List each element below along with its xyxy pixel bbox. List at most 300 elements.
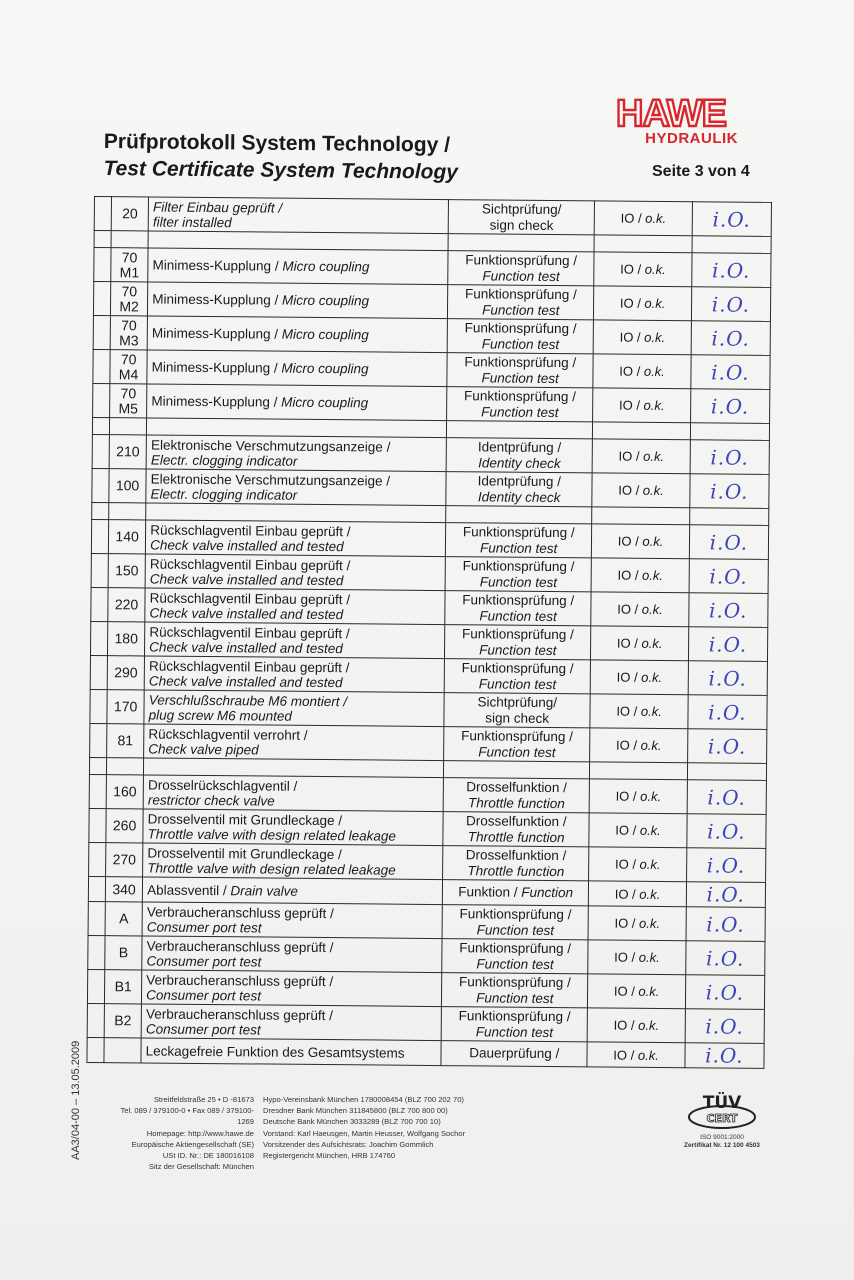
test-method-cell xyxy=(446,438,593,473)
result-io: IO / xyxy=(616,669,642,685)
result-ok: o.k. xyxy=(641,669,663,685)
description-cell xyxy=(145,588,445,625)
empty-cell xyxy=(446,421,593,439)
description-cell xyxy=(141,1038,441,1066)
handwritten-check-cell xyxy=(687,729,767,764)
test-method-german: Funktionsprüfung / xyxy=(461,625,574,642)
description-german: Minimess-Kupplung / xyxy=(152,257,283,274)
result-io: IO / xyxy=(620,210,646,226)
position-cell xyxy=(110,350,147,384)
handwritten-check-mark: i.O. xyxy=(711,359,750,385)
test-method-german: Drosselfunktion / xyxy=(466,778,567,795)
handwritten-check-cell xyxy=(692,202,772,237)
result-cell xyxy=(591,660,689,695)
position-cell xyxy=(108,520,145,554)
test-method-english: Function test xyxy=(476,921,555,938)
result-ok: o.k. xyxy=(644,261,666,277)
description-english: Micro coupling xyxy=(282,292,370,309)
result-io: IO / xyxy=(614,886,640,902)
result-cell xyxy=(588,906,686,941)
handwritten-check-mark: i.O. xyxy=(707,784,746,810)
position-cell xyxy=(104,1004,141,1038)
test-method-german: Identprüfung / xyxy=(477,472,562,489)
test-method-german: Sichtprüfung/ xyxy=(481,200,562,217)
handwritten-check-mark: i.O. xyxy=(705,979,745,1005)
position-cell xyxy=(109,469,146,503)
footer-address-line: Sitz der Gesellschaft: München xyxy=(148,1162,254,1172)
position-cell xyxy=(104,970,141,1004)
description-cell xyxy=(141,1004,441,1041)
test-method-english: Function test xyxy=(481,369,559,386)
position-suffix: M5 xyxy=(118,399,139,416)
footer-bank-info xyxy=(263,1094,563,1161)
test-method-cell xyxy=(447,285,594,320)
position-cell xyxy=(108,588,145,622)
result-io: IO / xyxy=(613,1047,638,1063)
test-method-english: Function test xyxy=(478,743,556,760)
description-cell xyxy=(142,936,442,973)
handwritten-check-mark: i.O. xyxy=(707,818,746,844)
footer-address-line: Europäische Aktiengesellschaft (SE) xyxy=(131,1139,254,1149)
description-german: Verbraucheranschluss geprüft / xyxy=(146,971,334,989)
handwritten-check-cell xyxy=(691,321,771,356)
test-method-cell xyxy=(441,973,588,1008)
row-margin-cell xyxy=(88,935,105,969)
result-cell xyxy=(592,524,690,559)
position-number: 140 xyxy=(115,528,139,545)
test-method-english: sign check xyxy=(485,709,550,726)
test-method-english: Throttle function xyxy=(467,794,565,811)
result-cell xyxy=(588,940,686,975)
position-number: 70 xyxy=(121,316,137,333)
result-ok: o.k. xyxy=(640,703,662,719)
handwritten-check-mark: i.O. xyxy=(708,699,747,725)
result-cell xyxy=(591,626,689,661)
result-io: IO / xyxy=(615,737,641,753)
result-cell xyxy=(594,320,692,355)
result-io: IO / xyxy=(620,261,645,277)
test-method-cell xyxy=(447,387,594,422)
test-method-german: Drosselfunktion / xyxy=(465,812,567,829)
position-suffix: M3 xyxy=(119,331,139,348)
handwritten-check-cell xyxy=(685,975,765,1010)
handwritten-check-mark: i.O. xyxy=(706,911,745,937)
handwritten-check-mark: i.O. xyxy=(710,393,750,419)
row-margin-cell xyxy=(90,689,107,723)
description-german: Rückschlagventil Einbau geprüft / xyxy=(149,590,351,607)
description-english: Electr. clogging indicator xyxy=(150,452,298,469)
description-german: Minimess-Kupplung / xyxy=(151,393,282,410)
row-margin-cell xyxy=(92,434,109,468)
page-number: Seite 3 von 4 xyxy=(652,163,750,180)
description-german: Minimess-Kupplung / xyxy=(151,325,282,342)
row-margin-cell xyxy=(94,197,111,231)
row-margin-cell xyxy=(90,723,107,757)
test-method-english: Function test xyxy=(479,607,557,624)
result-io: IO / xyxy=(619,295,645,311)
empty-cell xyxy=(448,234,595,252)
handwritten-check-mark: i.O. xyxy=(708,665,747,691)
position-cell xyxy=(105,877,142,902)
description-german: Verbraucheranschluss geprüft / xyxy=(146,937,334,955)
position-cell xyxy=(108,554,145,588)
row-margin-cell xyxy=(93,383,110,417)
result-io: IO / xyxy=(617,533,643,549)
footer-bank-line: Hypo-Vereinsbank München 1780008454 (BLZ 700 202 70) xyxy=(263,1095,464,1104)
handwritten-check-mark: i.O. xyxy=(705,1013,744,1039)
footer-bank-line: Registergericht München, HRB 174760 xyxy=(263,1151,396,1161)
handwritten-check-cell xyxy=(688,695,768,730)
logo-subtitle: HYDRAULIK xyxy=(645,130,738,147)
description-english: Check valve installed and tested xyxy=(150,537,344,554)
position-number: B2 xyxy=(114,1012,132,1029)
handwritten-check-cell xyxy=(688,627,768,662)
result-io: IO / xyxy=(617,601,642,617)
description-english: Check valve piped xyxy=(148,740,259,757)
row-margin-cell xyxy=(89,842,106,876)
footer-address-line: Streitfeldstraße 25 • D -81673 xyxy=(153,1095,254,1104)
row-margin-cell xyxy=(90,621,107,655)
description-german: Drosselrückschlagventil / xyxy=(147,776,298,794)
handwritten-check-cell xyxy=(686,882,765,908)
position-number: 150 xyxy=(115,562,139,579)
result-ok: o.k. xyxy=(645,210,667,226)
tuv-cert-icon xyxy=(686,1090,758,1132)
row-margin-cell xyxy=(88,901,105,935)
tuv-iso-line: ISO 9001:2000 xyxy=(700,1134,744,1141)
description-cell xyxy=(144,656,444,693)
result-cell xyxy=(589,847,687,882)
handwritten-check-mark: i.O. xyxy=(708,631,748,657)
svg-text:TÜV: TÜV xyxy=(702,1093,742,1113)
description-cell xyxy=(147,316,447,353)
description-english: Check valve installed and tested xyxy=(149,638,343,656)
tuv-cert-badge xyxy=(676,1090,768,1152)
test-method-english: Function test xyxy=(479,573,558,590)
position-number: B1 xyxy=(114,978,132,995)
position-number: 220 xyxy=(114,596,139,613)
test-method-german: Drosselfunktion / xyxy=(465,846,567,863)
result-io: IO / xyxy=(614,915,640,931)
position-cell xyxy=(111,282,148,316)
test-method-cell xyxy=(447,319,594,354)
test-method-english: Function test xyxy=(476,989,554,1006)
result-ok: o.k. xyxy=(641,635,663,651)
description-german: Elektronische Verschmutzungsanzeige / xyxy=(150,471,391,489)
test-method-cell xyxy=(448,200,595,235)
position-cell xyxy=(106,775,143,809)
result-cell xyxy=(588,1008,686,1043)
test-method-cell xyxy=(444,659,591,694)
description-cell xyxy=(145,554,445,591)
hawe-logo-mark xyxy=(596,94,746,132)
svg-text:HAWE: HAWE xyxy=(616,94,726,132)
test-method-english: Function test xyxy=(482,267,560,284)
position-number: 260 xyxy=(112,817,137,834)
test-method-english: Function test xyxy=(481,335,560,352)
handwritten-check-cell xyxy=(690,440,770,475)
test-method-cell xyxy=(445,557,592,592)
document-code: AA3/04-00 – 13.05.2009 xyxy=(70,1040,82,1160)
description-english: restrictor check valve xyxy=(147,791,275,809)
position-number: 70 xyxy=(120,384,137,401)
description-cell xyxy=(147,350,447,387)
table-row xyxy=(87,1037,764,1068)
description-german: Filter Einbau geprüft / xyxy=(153,199,283,216)
position-number: 340 xyxy=(112,880,136,897)
description-cell xyxy=(142,902,442,939)
test-method-german: Funktionsprüfung / xyxy=(458,973,571,990)
description-cell xyxy=(146,435,446,472)
result-io: IO / xyxy=(619,329,645,345)
test-method-cell xyxy=(441,1007,588,1042)
result-ok: o.k. xyxy=(641,601,663,617)
description-english: Check valve installed and tested xyxy=(149,571,344,588)
test-method-cell xyxy=(442,939,589,974)
handwritten-check-mark: i.O. xyxy=(710,444,749,470)
result-ok: o.k. xyxy=(643,363,665,379)
test-method-english: Function test xyxy=(479,539,558,556)
description-english: Micro coupling xyxy=(282,258,370,275)
test-method-cell xyxy=(447,353,594,388)
description-english: Throttle valve with design related leakage xyxy=(147,859,396,878)
empty-cell xyxy=(89,757,106,774)
svg-text:CERT: CERT xyxy=(706,1112,738,1125)
footer-bank-line: Vorsitzender des Aufsichtsrats: Joachim Gommlich xyxy=(263,1139,434,1149)
result-cell xyxy=(592,558,690,593)
test-method-cell xyxy=(446,472,593,507)
test-method-english: Function xyxy=(521,884,574,901)
test-method-cell xyxy=(445,625,592,660)
position-cell xyxy=(110,384,147,418)
test-method-german: Funktionsprüfung / xyxy=(461,727,574,744)
test-method-german: Funktionsprüfung / xyxy=(465,251,578,268)
description-english: Check valve installed and tested xyxy=(149,605,344,622)
result-cell xyxy=(594,252,692,287)
row-margin-cell xyxy=(94,248,111,282)
handwritten-check-cell xyxy=(689,559,769,594)
row-margin-cell xyxy=(89,774,106,808)
position-number: 210 xyxy=(116,443,140,460)
result-ok: o.k. xyxy=(640,788,662,804)
description-english: Micro coupling xyxy=(281,394,369,411)
description-english: Consumer port test xyxy=(146,952,262,969)
page-title xyxy=(103,128,458,186)
test-method-cell xyxy=(444,693,591,728)
result-cell xyxy=(588,974,686,1009)
empty-cell xyxy=(94,231,111,248)
description-english: Consumer port test xyxy=(146,918,262,935)
result-io: IO / xyxy=(617,567,643,583)
position-cell xyxy=(109,435,146,469)
result-ok: o.k. xyxy=(638,949,660,965)
row-margin-cell xyxy=(92,468,109,502)
footer-bank-line: Vorstand: Karl Haeusgen, Martin Heusser, Wolfgang Sochor xyxy=(263,1128,466,1138)
position-cell xyxy=(107,690,144,724)
empty-cell xyxy=(111,231,148,248)
description-german: Rückschlagventil Einbau geprüft / xyxy=(150,522,351,539)
handwritten-check-cell xyxy=(687,780,767,815)
description-german: Minimess-Kupplung / xyxy=(152,291,283,308)
description-cell xyxy=(143,843,443,880)
footer-address xyxy=(104,1094,254,1172)
result-io: IO / xyxy=(615,788,641,804)
position-cell xyxy=(105,902,142,936)
test-method-german: Funktionsprüfung / xyxy=(462,591,575,608)
description-english: Throttle valve with design related leakage xyxy=(147,825,397,844)
empty-cell xyxy=(689,508,768,526)
empty-cell xyxy=(592,507,689,525)
empty-cell xyxy=(443,761,590,779)
result-ok: o.k. xyxy=(642,482,664,498)
handwritten-check-cell xyxy=(686,848,766,883)
position-cell xyxy=(108,622,145,656)
description-english: filter installed xyxy=(152,214,232,230)
position-cell xyxy=(104,1038,141,1063)
handwritten-check-mark: i.O. xyxy=(711,291,751,317)
test-method-german: Dauerprüfung / xyxy=(469,1045,560,1062)
result-ok: o.k. xyxy=(639,886,661,902)
handwritten-check-mark: i.O. xyxy=(712,206,751,232)
handwritten-check-mark: i.O. xyxy=(706,882,746,907)
handwritten-check-mark: i.O. xyxy=(711,325,750,351)
result-ok: o.k. xyxy=(638,915,661,931)
empty-cell xyxy=(446,506,593,524)
result-ok: o.k. xyxy=(639,856,661,872)
position-number: 160 xyxy=(113,783,137,800)
position-suffix: M2 xyxy=(119,297,139,314)
result-ok: o.k. xyxy=(642,567,664,583)
row-margin-cell xyxy=(93,282,110,316)
title-english: Test Certificate System Technology xyxy=(103,156,459,184)
description-english: plug screw M6 mounted xyxy=(148,706,293,724)
description-german: Elektronische Verschmutzungsanzeige / xyxy=(150,437,391,455)
position-number: 170 xyxy=(113,698,138,715)
result-io: IO / xyxy=(613,983,639,999)
row-margin-cell xyxy=(87,1037,104,1062)
handwritten-check-mark: i.O. xyxy=(708,597,748,623)
footer-address-line: USt ID. Nr.: DE 180016108 xyxy=(162,1151,254,1161)
description-english: Electr. clogging indicator xyxy=(150,486,298,503)
result-io: IO / xyxy=(614,949,639,965)
description-english: Micro coupling xyxy=(281,360,369,377)
test-method-cell xyxy=(448,251,595,286)
result-io: IO / xyxy=(616,703,641,719)
test-method-english: Function test xyxy=(482,301,560,318)
handwritten-check-mark: i.O. xyxy=(710,478,749,504)
handwritten-check-cell xyxy=(685,941,765,976)
row-margin-cell xyxy=(88,876,105,901)
handwritten-check-cell xyxy=(691,253,771,288)
test-method-cell xyxy=(445,523,592,558)
handwritten-check-cell xyxy=(689,525,769,560)
test-method-german: Funktionsprüfung / xyxy=(464,285,577,302)
description-english: Consumer port test xyxy=(146,986,262,1003)
position-suffix: M4 xyxy=(118,365,139,382)
test-method-english: Identity check xyxy=(478,454,561,471)
position-number: A xyxy=(119,910,129,927)
position-cell xyxy=(105,936,142,970)
result-cell xyxy=(590,779,688,814)
description-english: Consumer port test xyxy=(145,1020,261,1037)
test-method-english: Function test xyxy=(481,403,559,420)
handwritten-check-mark: i.O. xyxy=(711,257,751,283)
title-german: Prüfprotokoll System Technology / xyxy=(103,129,451,157)
position-number: 270 xyxy=(112,851,137,868)
result-ok: o.k. xyxy=(643,397,665,413)
description-cell xyxy=(144,724,444,761)
position-number: 100 xyxy=(115,477,140,494)
test-method-german: Funktionsprüfung / xyxy=(462,557,575,574)
empty-cell xyxy=(109,418,146,435)
handwritten-check-cell xyxy=(688,593,768,628)
result-cell xyxy=(592,473,690,508)
row-margin-cell xyxy=(89,808,106,842)
result-ok: o.k. xyxy=(638,1017,660,1033)
empty-cell xyxy=(593,422,690,440)
result-ok: o.k. xyxy=(644,295,666,311)
result-cell xyxy=(589,813,687,848)
empty-cell xyxy=(92,417,109,434)
description-cell xyxy=(146,469,446,506)
row-margin-cell xyxy=(90,655,107,689)
test-method-german: Funktionsprüfung / xyxy=(459,939,572,956)
test-method-german: Funktionsprüfung / xyxy=(458,1007,571,1024)
position-cell xyxy=(110,316,147,350)
test-method-english: sign check xyxy=(489,216,554,233)
result-cell xyxy=(594,286,692,321)
footer-bank-line: Dresdner Bank München 311845800 (BLZ 700 800 00) xyxy=(263,1106,448,1116)
result-ok: o.k. xyxy=(643,448,665,464)
handwritten-check-mark: i.O. xyxy=(709,529,749,555)
hawe-logo xyxy=(596,94,746,152)
description-cell xyxy=(147,384,447,421)
handwritten-check-cell xyxy=(691,355,771,390)
description-cell xyxy=(145,622,445,659)
test-method-english: Identity check xyxy=(477,488,561,505)
test-method-cell xyxy=(445,591,592,626)
test-method-cell xyxy=(443,846,590,881)
row-margin-cell xyxy=(93,349,110,383)
handwritten-check-mark: i.O. xyxy=(707,733,747,759)
footer-address-line: Homepage: http://www.hawe.de xyxy=(146,1128,254,1138)
test-method-german: Funktionsprüfung / xyxy=(464,353,577,370)
result-io: IO / xyxy=(615,822,640,838)
handwritten-check-mark: i.O. xyxy=(705,1043,744,1068)
handwritten-check-cell xyxy=(687,814,767,849)
empty-cell xyxy=(590,762,687,780)
handwritten-check-mark: i.O. xyxy=(709,563,748,589)
position-number: 81 xyxy=(117,732,134,749)
test-method-german: Funktionsprüfung / xyxy=(459,905,572,922)
handwritten-check-cell xyxy=(686,907,766,942)
description-german: Leckagefreie Funktion des Gesamtsystems xyxy=(145,1042,405,1061)
result-io: IO / xyxy=(618,448,644,464)
result-io: IO / xyxy=(614,856,640,872)
description-cell xyxy=(148,282,448,319)
result-ok: o.k. xyxy=(640,737,662,753)
position-suffix: M1 xyxy=(119,263,140,280)
description-german: Verbraucheranschluss geprüft / xyxy=(146,903,334,921)
description-german: Rückschlagventil Einbau geprüft / xyxy=(149,556,351,573)
result-cell xyxy=(593,354,691,389)
test-method-english: Function test xyxy=(475,1023,554,1040)
row-margin-cell xyxy=(87,969,104,1003)
result-cell xyxy=(590,694,688,729)
test-method-german: Sichtprüfung/ xyxy=(477,693,558,710)
result-io: IO / xyxy=(616,635,642,651)
position-cell xyxy=(107,656,144,690)
